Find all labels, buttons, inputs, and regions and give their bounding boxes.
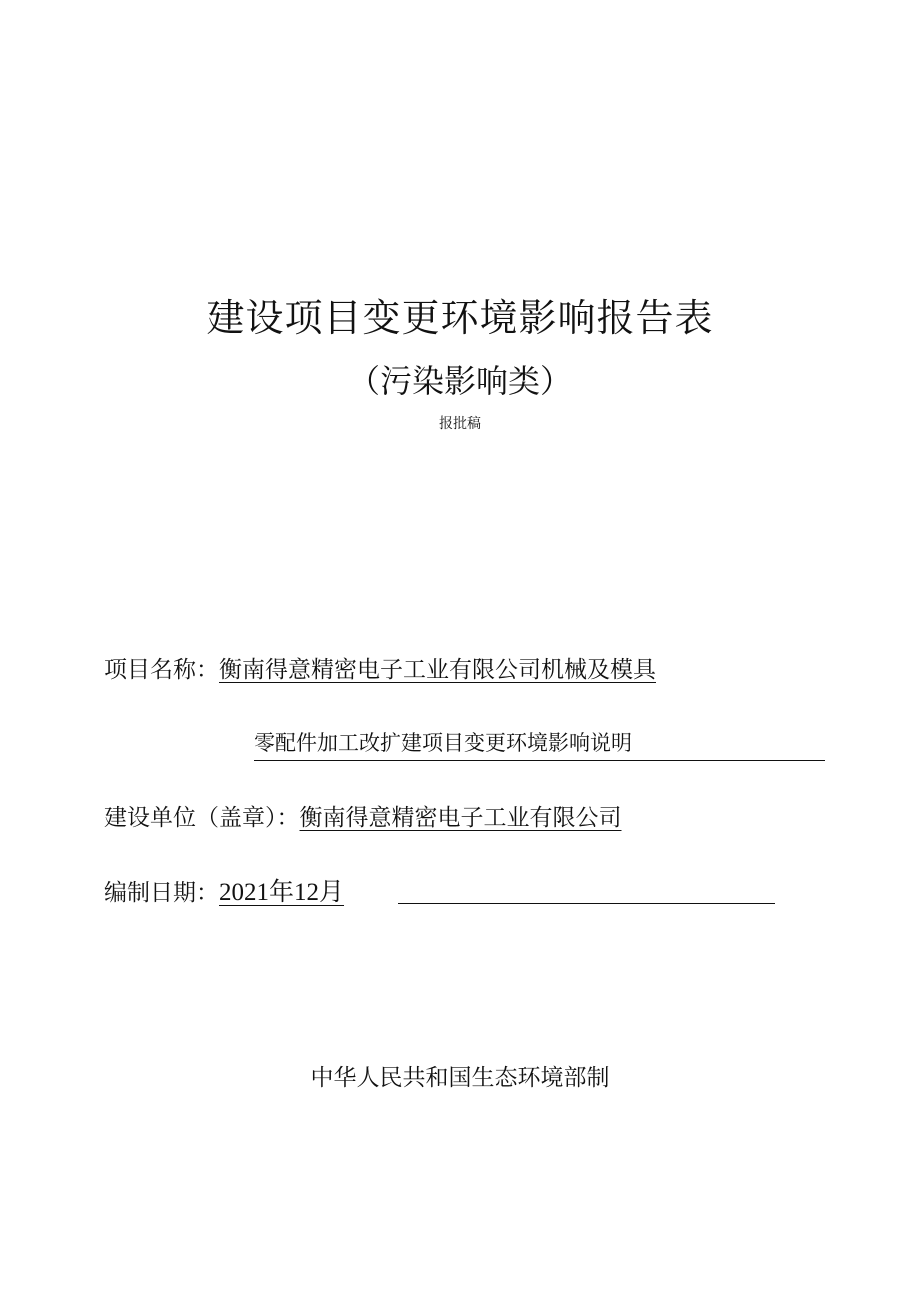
issuer-footer: 中华人民共和国生态环境部制 bbox=[310, 1065, 610, 1091]
compile-date-value: 2021年12月 bbox=[219, 879, 345, 906]
draft-mark: 报批稿 bbox=[439, 416, 481, 432]
report-subtitle: （污染影响类） bbox=[347, 362, 572, 400]
project-name-label: 项目名称： bbox=[104, 657, 219, 683]
compile-date-row bbox=[104, 876, 344, 910]
compile-date-blank-line bbox=[398, 903, 775, 904]
project-name-value-line1: 衡南得意精密电子工业有限公司机械及模具 bbox=[219, 657, 656, 683]
construction-unit-label: 建设单位（盖章）： bbox=[104, 805, 300, 831]
report-title: 建设项目变更环境影响报告表 bbox=[206, 296, 714, 340]
project-name-underline bbox=[254, 760, 825, 761]
construction-unit-row bbox=[104, 801, 622, 835]
project-name-value-line2: 零配件加工改扩建项目变更环境影响说明 bbox=[254, 731, 632, 755]
project-name-row bbox=[104, 653, 656, 687]
compile-date-label: 编制日期： bbox=[104, 880, 219, 906]
construction-unit-value: 衡南得意精密电子工业有限公司 bbox=[299, 805, 622, 831]
